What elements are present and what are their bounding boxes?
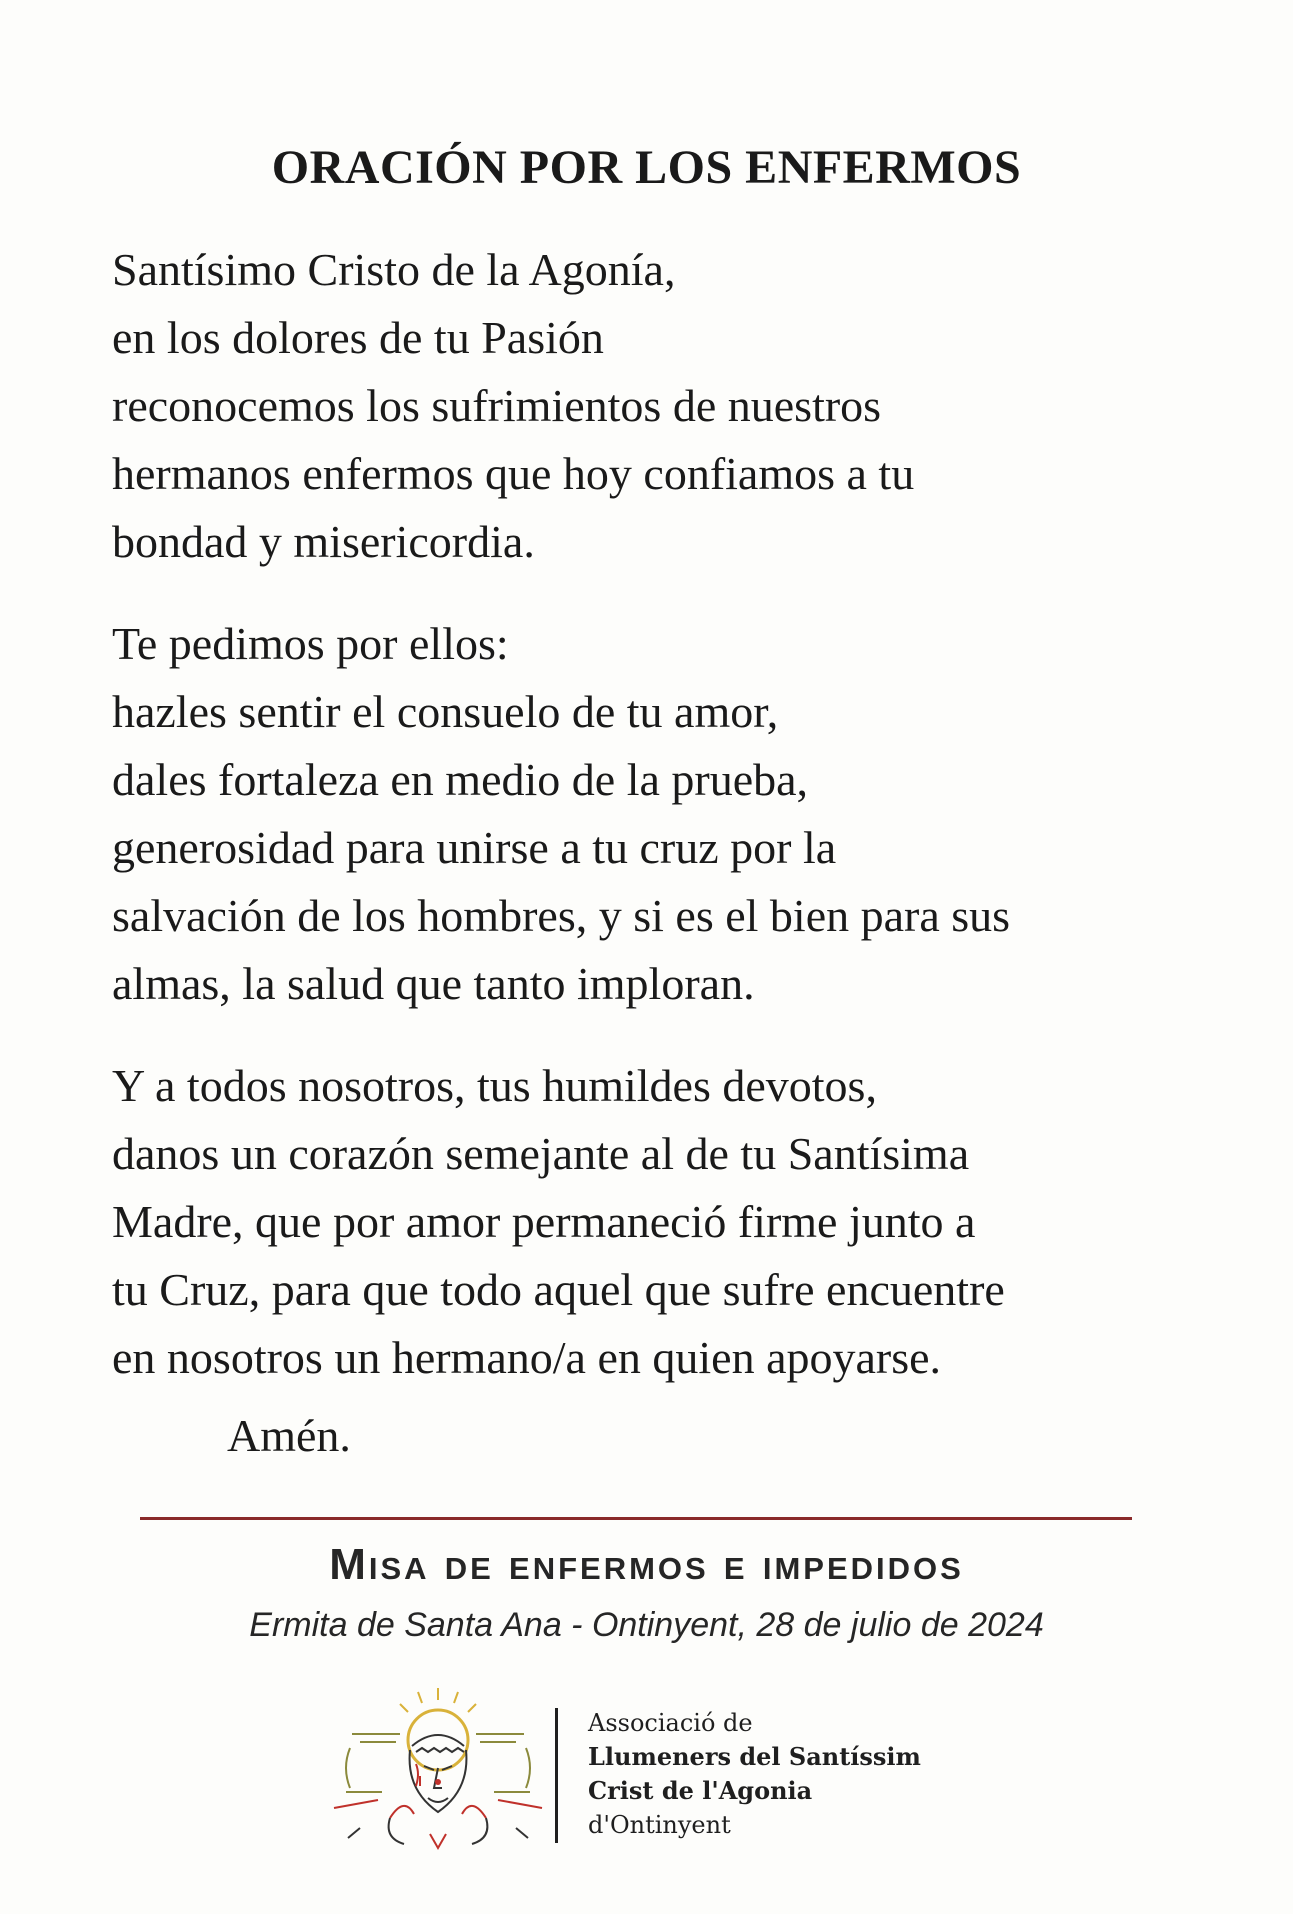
prayer-line: hermanos enfermos que hoy confiamos a tu <box>112 448 915 499</box>
association-line-4: d'Ontinyent <box>588 1811 731 1839</box>
prayer-line: almas, la salud que tanto imploran. <box>112 958 755 1009</box>
association-line-2: Llumeners del Santíssim <box>588 1742 921 1771</box>
prayer-line: salvación de los hombres, y si es el bien para sus <box>112 890 1011 941</box>
prayer-text <box>112 236 1232 1470</box>
prayer-paragraph-1 <box>112 236 1232 576</box>
logo-separator <box>555 1708 558 1843</box>
prayer-line: hazles sentir el consuelo de tu amor, <box>112 686 779 737</box>
prayer-line: dales fortaleza en medio de la prueba, <box>112 754 809 805</box>
prayer-line: en los dolores de tu Pasión <box>112 312 604 363</box>
prayer-line: reconocemos los sufrimientos de nuestros <box>112 380 882 431</box>
prayer-amen: Amén. <box>227 1410 351 1461</box>
logo-svg <box>320 1668 560 1858</box>
association-line-3: Crist de l'Agonia <box>588 1776 813 1805</box>
event-title: Misa de enfermos e impedidos <box>329 1540 964 1589</box>
prayer-line: danos un corazón semejante al de tu Santísima <box>112 1128 970 1179</box>
prayer-line: Y a todos nosotros, tus humildes devotos, <box>112 1060 877 1111</box>
prayer-line: generosidad para unirse a tu cruz por la <box>112 822 837 873</box>
prayer-line: tu Cruz, para que todo aquel que sufre encuentre <box>112 1264 1005 1315</box>
prayer-line: en nosotros un hermano/a en quien apoyarse. <box>112 1332 942 1383</box>
prayer-line: bondad y misericordia. <box>112 516 535 567</box>
prayer-paragraph-2 <box>112 610 1232 1018</box>
divider-line <box>140 1517 1132 1520</box>
association-line-1: Associació de <box>588 1709 753 1737</box>
prayer-line: Te pedimos por ellos: <box>112 618 509 669</box>
association-name <box>588 1706 921 1842</box>
christ-agony-icon <box>320 1668 560 1858</box>
prayer-line: Madre, que por amor permaneció firme junto a <box>112 1196 976 1247</box>
prayer-paragraph-3 <box>112 1052 1232 1392</box>
prayer-title: ORACIÓN POR LOS ENFERMOS <box>271 141 1022 194</box>
event-subtitle: Ermita de Santa Ana - Ontinyent, 28 de julio de 2024 <box>249 1606 1044 1644</box>
prayer-line: Santísimo Cristo de la Agonía, <box>112 244 676 295</box>
